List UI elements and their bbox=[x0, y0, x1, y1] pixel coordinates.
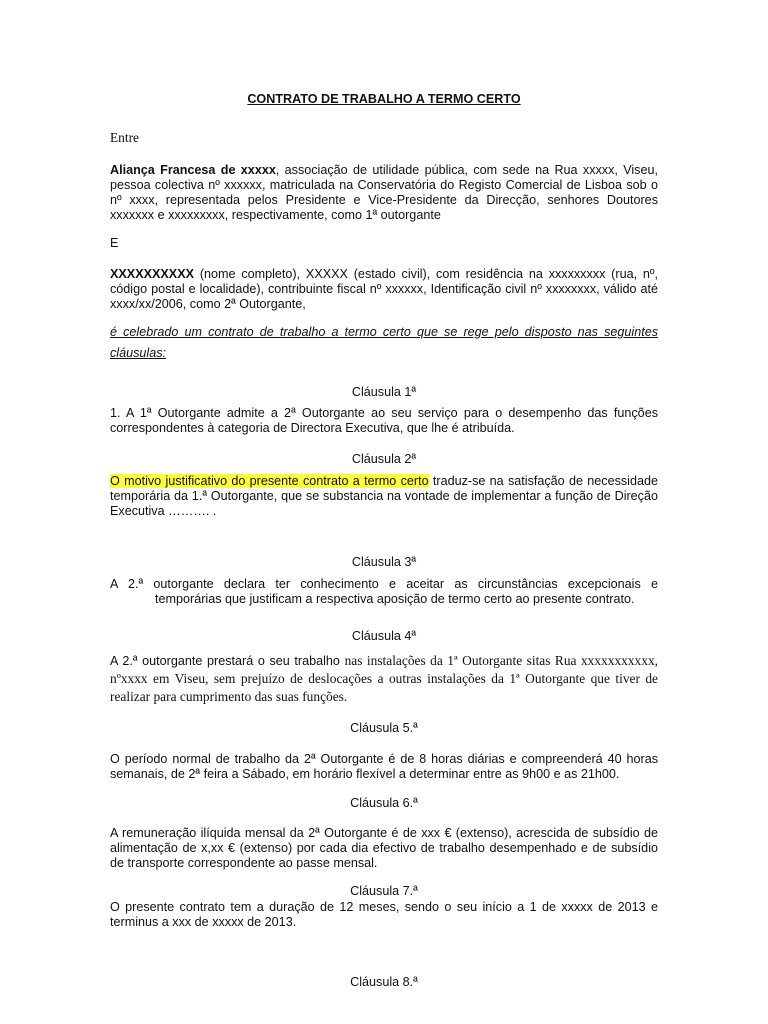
intro-line-1: é celebrado um contrato de trabalho a termo certo que se rege pelo disposto nas seguintes bbox=[110, 325, 658, 339]
clause-3-text bbox=[110, 577, 658, 607]
clause-3-heading: Cláusula 3ª bbox=[351, 555, 417, 569]
clause-2-highlight: O motivo justificativo do presente contrato a termo certo bbox=[110, 474, 429, 488]
clause-2-body: traduz-se na satisfação de necessidade temporária da 1.ª Outorgante, que se substancia na vontade de implementar a função de Direção Executiva ………. . bbox=[110, 474, 658, 518]
clause-2-text bbox=[110, 474, 658, 519]
clause-7-text: O presente contrato tem a duração de 12 meses, sendo o seu início a 1 de xxxxx de 2013 e terminus a xxx de xxxxx de 2013. bbox=[110, 900, 658, 929]
e-label: E bbox=[110, 236, 119, 250]
clause-3-line-1: A 2.ª outorgante declara ter conhecimento e aceitar as circunstâncias excepcionais e bbox=[110, 577, 658, 591]
clause-3-line-2: temporárias que justificam a respectiva aposição de termo certo ao presente contrato. bbox=[155, 592, 635, 606]
clause-8-heading: Cláusula 8.ª bbox=[350, 975, 418, 989]
intro-paragraph bbox=[110, 325, 658, 361]
clause-6-heading: Cláusula 6.ª bbox=[350, 796, 418, 810]
clause-4-text bbox=[110, 652, 658, 706]
clause-5-text: O período normal de trabalho da 2ª Outorgante é de 8 horas diárias e compreenderá 40 horas semanais, de 2ª feira a Sábado, em horário flexível a determinar entre as 9h00 e as 21h00. bbox=[110, 752, 658, 781]
clause-5-heading: Cláusula 5.ª bbox=[350, 721, 418, 735]
clause-4-prefix: A 2.ª outorgante prestará o seu trabalho bbox=[110, 654, 345, 668]
party2-text: (nome completo), XXXXX (estado civil), com residência na xxxxxxxxx (rua, nº, código postal e localidade), contribuinte fiscal nº xxxxxx, Identificação civil nº xxxxxxxx, válido até xxxx/xx/2006, como 2ª Outorgante, bbox=[110, 267, 658, 311]
clause-1-heading: Cláusula 1ª bbox=[351, 385, 417, 399]
party1-text: , associação de utilidade pública, com sede na Rua xxxxx, Viseu, pessoa colectiva nº xxxxxx, matriculada na Conservatória do Registo Comercial de Lisboa sob o nº xxxx, representada pelos Presidente e Vice-Presidente da Direcção, senhores Doutores xxxxxxx e xxxxxxxxx, respectivamente, como 1ª outorgante bbox=[110, 163, 658, 222]
clause-2-heading: Cláusula 2ª bbox=[351, 452, 417, 466]
clause-4-body: nas instalações da 1ª Outorgante sitas Rua xxxxxxxxxxx, nºxxxx em Viseu, sem prejuízo de deslocações a outras instalações da 1ª Outorgante que tiver de realizar para cumprimento das suas funções. bbox=[110, 653, 658, 704]
clause-6-text: A remuneração ilíquida mensal da 2ª Outorgante é de xxx € (extenso), acrescida de subsídio de alimentação de x,xx € (extenso) por cada dia efectivo de trabalho desempenhado e de subsídio de transporte correspondente ao passe mensal. bbox=[110, 826, 658, 870]
party1-paragraph bbox=[110, 163, 658, 223]
clause-4-heading: Cláusula 4ª bbox=[351, 629, 417, 643]
party1-name: Aliança Francesa de xxxxx bbox=[110, 163, 276, 177]
intro-line-2: cláusulas: bbox=[110, 346, 167, 360]
clause-1-text: 1. A 1ª Outorgante admite a 2ª Outorgante ao seu serviço para o desempenho das funções correspondentes à categoria de Directora Executiva, que lhe é atribuída. bbox=[110, 406, 658, 435]
party2-name: XXXXXXXXXX bbox=[110, 267, 194, 281]
entre-label: Entre bbox=[110, 130, 139, 145]
clause-7-heading: Cláusula 7.ª bbox=[350, 884, 418, 898]
party2-paragraph bbox=[110, 267, 658, 312]
document-title: CONTRATO DE TRABALHO A TERMO CERTO bbox=[247, 92, 521, 106]
